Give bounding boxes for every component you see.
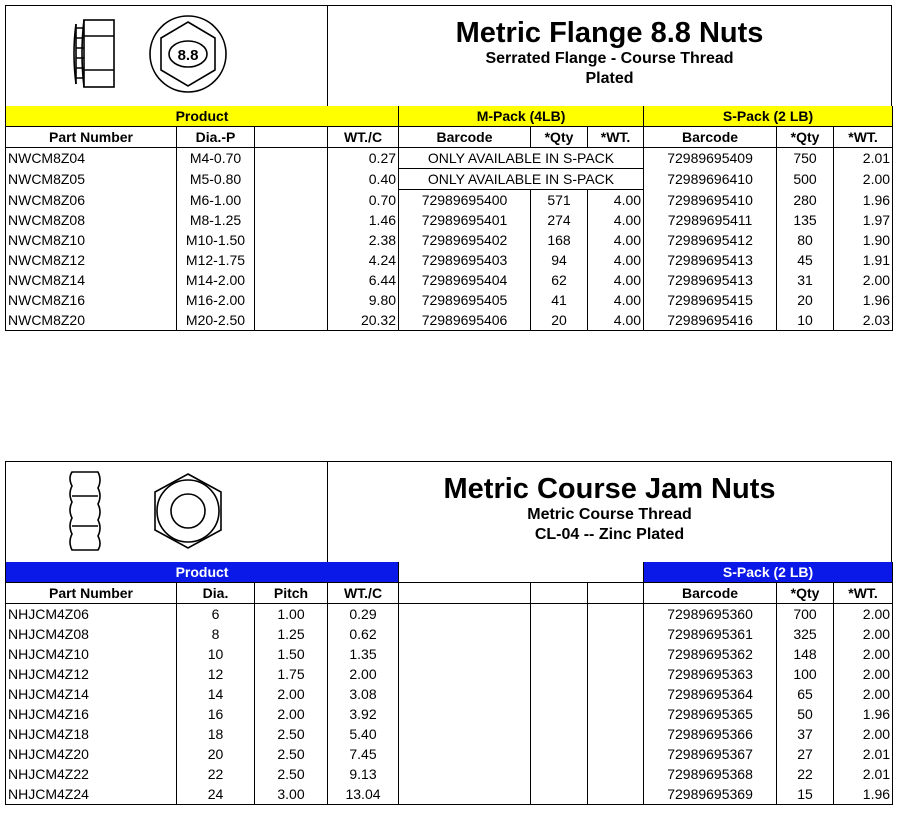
pitch: 3.00 xyxy=(255,784,328,805)
subtitle: Serrated Flange - Course Thread xyxy=(485,50,734,67)
m-wt: 4.00 xyxy=(588,250,644,270)
blank-cell xyxy=(255,250,328,270)
blank-cell xyxy=(531,644,588,664)
spack-band: S-Pack (2 LB) xyxy=(644,562,893,583)
header-dia: Dia.-P xyxy=(177,127,255,148)
weight: 3.08 xyxy=(328,684,399,704)
pitch: 2.00 xyxy=(255,704,328,724)
header-s-qty: *Qty xyxy=(777,583,834,604)
m-barcode: 72989695403 xyxy=(399,250,531,270)
blank-cell xyxy=(531,784,588,805)
table-row xyxy=(6,604,893,625)
m-qty: 41 xyxy=(531,290,588,310)
s-qty: 500 xyxy=(777,169,834,190)
part-number: NWCM8Z16 xyxy=(6,290,177,310)
blank-cell xyxy=(399,684,531,704)
part-number: NWCM8Z06 xyxy=(6,190,177,211)
s-barcode: 72989695364 xyxy=(644,684,777,704)
weight: 4.24 xyxy=(328,250,399,270)
m-qty: 274 xyxy=(531,210,588,230)
blank-cell xyxy=(399,704,531,724)
table-row xyxy=(6,624,893,644)
header-s-barcode: Barcode xyxy=(644,127,777,148)
part-number: NWCM8Z14 xyxy=(6,270,177,290)
product-band: Product xyxy=(6,562,399,583)
blank-cell xyxy=(531,604,588,625)
mpack-note: ONLY AVAILABLE IN S-PACK xyxy=(399,148,644,169)
blank-cell xyxy=(588,604,644,625)
m-qty: 571 xyxy=(531,190,588,211)
weight: 7.45 xyxy=(328,744,399,764)
table-row xyxy=(6,148,893,169)
pitch: 1.50 xyxy=(255,644,328,664)
s-qty: 135 xyxy=(777,210,834,230)
s-barcode: 72989695362 xyxy=(644,644,777,664)
grade-label: 8.8 xyxy=(177,47,199,64)
s-wt: 2.01 xyxy=(834,744,893,764)
table-row xyxy=(6,230,893,250)
part-number: NHJCM4Z10 xyxy=(6,644,177,664)
s-wt: 2.01 xyxy=(834,764,893,784)
weight: 0.29 xyxy=(328,604,399,625)
weight: 9.13 xyxy=(328,764,399,784)
s-wt: 1.96 xyxy=(834,290,893,310)
s-qty: 31 xyxy=(777,270,834,290)
part-number: NWCM8Z05 xyxy=(6,169,177,190)
blank-cell xyxy=(399,664,531,684)
page-title: Metric Flange 8.8 Nuts xyxy=(455,17,764,49)
blank-cell xyxy=(255,169,328,190)
table-row xyxy=(6,744,893,764)
s-wt: 2.00 xyxy=(834,270,893,290)
weight: 6.44 xyxy=(328,270,399,290)
weight: 2.00 xyxy=(328,664,399,684)
dia: 14 xyxy=(177,684,255,704)
section-band xyxy=(6,562,893,583)
header-s-qty: *Qty xyxy=(777,127,834,148)
dia: M10-1.50 xyxy=(177,230,255,250)
m-wt: 4.00 xyxy=(588,190,644,211)
part-number: NHJCM4Z18 xyxy=(6,724,177,744)
header-part: Part Number xyxy=(6,127,177,148)
s-barcode: 72989695360 xyxy=(644,604,777,625)
s-barcode: 72989695361 xyxy=(644,624,777,644)
s-barcode: 72989695411 xyxy=(644,210,777,230)
blank-cell xyxy=(588,624,644,644)
mpack-note: ONLY AVAILABLE IN S-PACK xyxy=(399,169,644,190)
blank-cell xyxy=(255,310,328,331)
blank-cell xyxy=(255,148,328,169)
table-row xyxy=(6,784,893,805)
blank-cell xyxy=(399,764,531,784)
blank-cell xyxy=(399,724,531,744)
subtitle: Metric Course Thread xyxy=(527,506,692,523)
s-qty: 22 xyxy=(777,764,834,784)
part-number: NWCM8Z20 xyxy=(6,310,177,331)
table-row xyxy=(6,290,893,310)
m-qty: 62 xyxy=(531,270,588,290)
dia: M12-1.75 xyxy=(177,250,255,270)
flange-nuts-section xyxy=(5,5,892,331)
weight: 1.35 xyxy=(328,644,399,664)
weight: 20.32 xyxy=(328,310,399,331)
dia: M16-2.00 xyxy=(177,290,255,310)
dia: 16 xyxy=(177,704,255,724)
header-m-wt: *WT. xyxy=(588,127,644,148)
header-part: Part Number xyxy=(6,583,177,604)
blank-cell xyxy=(255,270,328,290)
table-row xyxy=(6,664,893,684)
blank-cell xyxy=(588,664,644,684)
blank-cell xyxy=(531,664,588,684)
s-qty: 27 xyxy=(777,744,834,764)
blank-cell xyxy=(531,744,588,764)
m-barcode: 72989695404 xyxy=(399,270,531,290)
blank-cell xyxy=(399,744,531,764)
blank-cell xyxy=(531,624,588,644)
part-number: NHJCM4Z20 xyxy=(6,744,177,764)
jam-nuts-table xyxy=(5,562,893,805)
flange-nut-drawing xyxy=(6,6,328,106)
s-wt: 2.00 xyxy=(834,724,893,744)
s-qty: 10 xyxy=(777,310,834,331)
s-qty: 45 xyxy=(777,250,834,270)
weight: 5.40 xyxy=(328,724,399,744)
table-row xyxy=(6,684,893,704)
s-wt: 2.00 xyxy=(834,664,893,684)
column-headers xyxy=(6,583,893,604)
s-barcode: 72989696410 xyxy=(644,169,777,190)
table-row xyxy=(6,250,893,270)
m-qty: 20 xyxy=(531,310,588,331)
m-wt: 4.00 xyxy=(588,310,644,331)
pitch: 2.00 xyxy=(255,684,328,704)
subtitle: Plated xyxy=(585,70,634,87)
blank-cell xyxy=(255,230,328,250)
s-qty: 80 xyxy=(777,230,834,250)
s-qty: 20 xyxy=(777,290,834,310)
dia: 6 xyxy=(177,604,255,625)
s-qty: 15 xyxy=(777,784,834,805)
blank-cell xyxy=(399,624,531,644)
m-wt: 4.00 xyxy=(588,210,644,230)
header-m-qty: *Qty xyxy=(531,127,588,148)
part-number: NHJCM4Z22 xyxy=(6,764,177,784)
s-wt: 1.91 xyxy=(834,250,893,270)
subtitle: CL-04 -- Zinc Plated xyxy=(534,526,685,543)
dia: M6-1.00 xyxy=(177,190,255,211)
header-s-barcode: Barcode xyxy=(644,583,777,604)
part-number: NWCM8Z12 xyxy=(6,250,177,270)
part-number: NWCM8Z10 xyxy=(6,230,177,250)
blank-cell xyxy=(588,724,644,744)
s-qty: 325 xyxy=(777,624,834,644)
s-barcode: 72989695363 xyxy=(644,664,777,684)
m-qty: 168 xyxy=(531,230,588,250)
header-blank xyxy=(255,127,328,148)
mpack-band-empty xyxy=(399,562,644,583)
m-barcode: 72989695402 xyxy=(399,230,531,250)
table-row xyxy=(6,764,893,784)
s-barcode: 72989695366 xyxy=(644,724,777,744)
m-wt: 4.00 xyxy=(588,270,644,290)
s-barcode: 72989695409 xyxy=(644,148,777,169)
product-band: Product xyxy=(6,106,399,127)
s-wt: 1.97 xyxy=(834,210,893,230)
dia: 20 xyxy=(177,744,255,764)
part-number: NHJCM4Z16 xyxy=(6,704,177,724)
dia: M4-0.70 xyxy=(177,148,255,169)
header-s-wt: *WT. xyxy=(834,127,893,148)
pitch: 1.00 xyxy=(255,604,328,625)
blank-cell xyxy=(399,784,531,805)
table-row xyxy=(6,644,893,664)
jam-nut-drawing xyxy=(6,462,328,562)
s-wt: 2.01 xyxy=(834,148,893,169)
dia: M5-0.80 xyxy=(177,169,255,190)
header-dia: Dia. xyxy=(177,583,255,604)
s-qty: 148 xyxy=(777,644,834,664)
s-barcode: 72989695416 xyxy=(644,310,777,331)
part-number: NWCM8Z04 xyxy=(6,148,177,169)
part-number: NHJCM4Z14 xyxy=(6,684,177,704)
s-barcode: 72989695413 xyxy=(644,250,777,270)
s-qty: 50 xyxy=(777,704,834,724)
s-wt: 2.00 xyxy=(834,169,893,190)
dia: 18 xyxy=(177,724,255,744)
table-row xyxy=(6,210,893,230)
m-wt: 4.00 xyxy=(588,290,644,310)
dia: 10 xyxy=(177,644,255,664)
blank-cell xyxy=(588,764,644,784)
s-qty: 65 xyxy=(777,684,834,704)
s-wt: 1.96 xyxy=(834,704,893,724)
s-qty: 280 xyxy=(777,190,834,211)
blank-cell xyxy=(255,210,328,230)
table-row xyxy=(6,190,893,211)
jam-nuts-section xyxy=(5,461,892,805)
header-blank xyxy=(531,583,588,604)
flange-nuts-header xyxy=(5,5,892,106)
pitch: 2.50 xyxy=(255,764,328,784)
s-wt: 1.90 xyxy=(834,230,893,250)
weight: 2.38 xyxy=(328,230,399,250)
header-wt: WT./C xyxy=(328,583,399,604)
s-wt: 2.00 xyxy=(834,684,893,704)
page-title: Metric Course Jam Nuts xyxy=(443,473,776,505)
blank-cell xyxy=(399,644,531,664)
m-qty: 94 xyxy=(531,250,588,270)
part-number: NWCM8Z08 xyxy=(6,210,177,230)
table-row xyxy=(6,270,893,290)
header-blank xyxy=(588,583,644,604)
m-wt: 4.00 xyxy=(588,230,644,250)
s-wt: 1.96 xyxy=(834,190,893,211)
table-row xyxy=(6,169,893,190)
header-wt: WT./C xyxy=(328,127,399,148)
s-qty: 750 xyxy=(777,148,834,169)
m-barcode: 72989695401 xyxy=(399,210,531,230)
header-s-wt: *WT. xyxy=(834,583,893,604)
pitch: 1.75 xyxy=(255,664,328,684)
m-barcode: 72989695405 xyxy=(399,290,531,310)
weight: 9.80 xyxy=(328,290,399,310)
blank-cell xyxy=(588,784,644,805)
pitch: 1.25 xyxy=(255,624,328,644)
s-qty: 100 xyxy=(777,664,834,684)
s-barcode: 72989695367 xyxy=(644,744,777,764)
flange-nuts-title-area xyxy=(328,6,891,106)
blank-cell xyxy=(531,764,588,784)
table-row xyxy=(6,310,893,331)
part-number: NHJCM4Z12 xyxy=(6,664,177,684)
dia: 22 xyxy=(177,764,255,784)
m-barcode: 72989695406 xyxy=(399,310,531,331)
m-barcode: 72989695400 xyxy=(399,190,531,211)
s-wt: 2.00 xyxy=(834,604,893,625)
blank-cell xyxy=(588,684,644,704)
weight: 13.04 xyxy=(328,784,399,805)
jam-nuts-header xyxy=(5,461,892,562)
header-pitch: Pitch xyxy=(255,583,328,604)
s-barcode: 72989695412 xyxy=(644,230,777,250)
s-barcode: 72989695410 xyxy=(644,190,777,211)
s-qty: 37 xyxy=(777,724,834,744)
part-number: NHJCM4Z06 xyxy=(6,604,177,625)
weight: 0.62 xyxy=(328,624,399,644)
s-barcode: 72989695365 xyxy=(644,704,777,724)
dia: M20-2.50 xyxy=(177,310,255,331)
jam-nut-icon xyxy=(6,462,327,562)
s-qty: 700 xyxy=(777,604,834,625)
weight: 0.27 xyxy=(328,148,399,169)
flange-nuts-table xyxy=(5,106,893,331)
weight: 0.40 xyxy=(328,169,399,190)
flange-nut-icon xyxy=(6,6,327,106)
jam-nuts-title-area xyxy=(328,462,891,562)
table-row xyxy=(6,704,893,724)
dia: M8-1.25 xyxy=(177,210,255,230)
blank-cell xyxy=(588,644,644,664)
part-number: NHJCM4Z08 xyxy=(6,624,177,644)
header-blank xyxy=(399,583,531,604)
s-wt: 2.00 xyxy=(834,644,893,664)
s-wt: 2.03 xyxy=(834,310,893,331)
s-barcode: 72989695415 xyxy=(644,290,777,310)
blank-cell xyxy=(531,724,588,744)
blank-cell xyxy=(255,190,328,211)
weight: 1.46 xyxy=(328,210,399,230)
part-number: NHJCM4Z24 xyxy=(6,784,177,805)
section-band xyxy=(6,106,893,127)
spack-band: S-Pack (2 LB) xyxy=(644,106,893,127)
s-barcode: 72989695369 xyxy=(644,784,777,805)
weight: 0.70 xyxy=(328,190,399,211)
s-wt: 2.00 xyxy=(834,624,893,644)
blank-cell xyxy=(531,684,588,704)
s-wt: 1.96 xyxy=(834,784,893,805)
s-barcode: 72989695368 xyxy=(644,764,777,784)
s-barcode: 72989695413 xyxy=(644,270,777,290)
blank-cell xyxy=(588,704,644,724)
table-row xyxy=(6,724,893,744)
blank-cell xyxy=(588,744,644,764)
column-headers xyxy=(6,127,893,148)
mpack-band: M-Pack (4LB) xyxy=(399,106,644,127)
pitch: 2.50 xyxy=(255,724,328,744)
dia: 8 xyxy=(177,624,255,644)
dia: 12 xyxy=(177,664,255,684)
dia: M14-2.00 xyxy=(177,270,255,290)
blank-cell xyxy=(255,290,328,310)
blank-cell xyxy=(531,704,588,724)
blank-cell xyxy=(399,604,531,625)
header-m-barcode: Barcode xyxy=(399,127,531,148)
dia: 24 xyxy=(177,784,255,805)
weight: 3.92 xyxy=(328,704,399,724)
pitch: 2.50 xyxy=(255,744,328,764)
